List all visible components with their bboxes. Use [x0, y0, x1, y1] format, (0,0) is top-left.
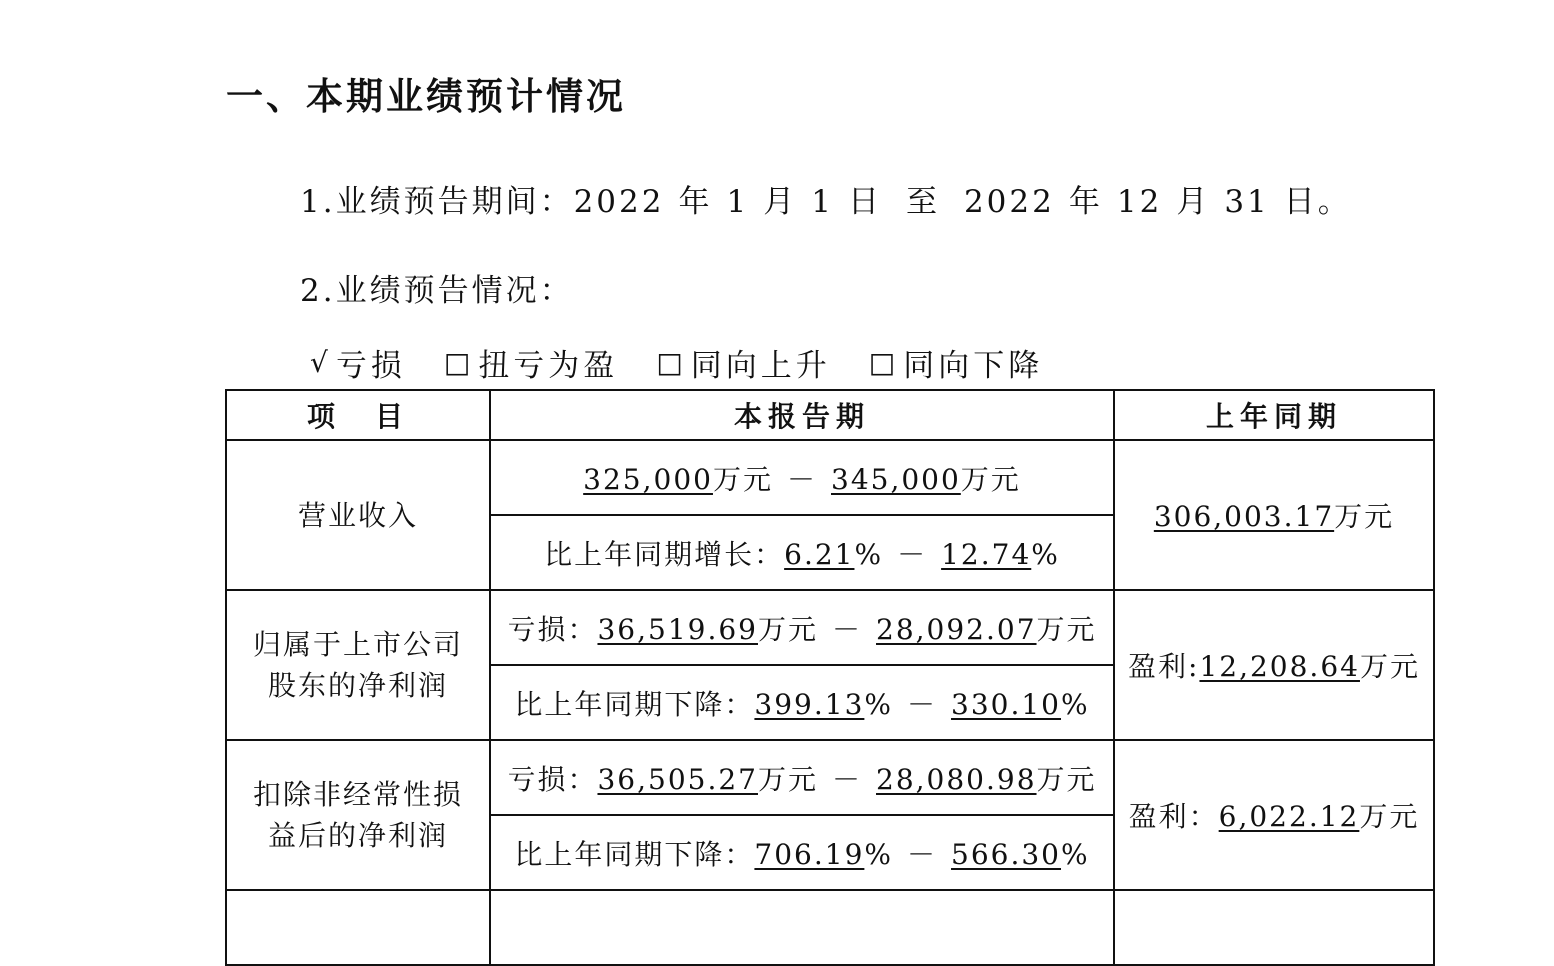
period-label: 1.业绩预告期间： — [300, 184, 574, 220]
month-char: 月 — [1176, 184, 1211, 220]
month-char: 月 — [763, 184, 798, 220]
item-line: 扣除非经常性损 — [252, 778, 463, 811]
table-row — [226, 740, 1434, 815]
end-punct: 。 — [1317, 184, 1352, 220]
current-prefix: 亏损： — [507, 612, 598, 646]
period-end-year: 2022 — [963, 184, 1055, 220]
header-item: 项 目 — [226, 390, 490, 440]
current-high: 345,000 — [831, 462, 961, 496]
current-range — [490, 740, 1114, 815]
period-start-day: 1 — [811, 184, 834, 220]
percent: % — [1061, 687, 1090, 721]
option-label: 同向下降 — [903, 348, 1044, 384]
checkmark-icon: √ — [310, 346, 328, 379]
percent: % — [854, 537, 884, 571]
prior-value: 6,022.12 — [1218, 800, 1360, 833]
period-end-month: 12 — [1116, 184, 1163, 220]
current-high: 28,092.07 — [876, 612, 1037, 646]
item-line: 归属于上市公司 — [252, 628, 463, 661]
current-range — [490, 890, 1114, 965]
prior-prefix: 盈利: — [1128, 650, 1200, 683]
dash: － — [907, 837, 938, 871]
option-turnaround[interactable] — [444, 340, 618, 385]
header-prior-period: 上年同期 — [1114, 390, 1434, 440]
item-line: 股东的净利润 — [267, 669, 448, 702]
prior-value: 12,208.64 — [1199, 650, 1360, 683]
unit: 万元 — [757, 762, 818, 796]
row-item-adjusted-net-profit — [226, 740, 490, 890]
unit: 万元 — [1036, 762, 1097, 796]
situation-label: 2.业绩预告情况： — [300, 273, 574, 309]
change-range — [490, 515, 1114, 590]
prior-value-cell — [1114, 590, 1434, 740]
table-row — [226, 440, 1434, 515]
forecast-period — [300, 176, 1352, 221]
change-low: 706.19 — [754, 837, 865, 871]
percent: % — [1061, 837, 1090, 871]
option-label: 扭亏为盈 — [478, 348, 619, 384]
unit: 万元 — [960, 462, 1021, 496]
change-high: 12.74 — [941, 537, 1032, 571]
unit: 万元 — [1359, 800, 1420, 833]
dash: － — [832, 612, 863, 646]
dash: － — [907, 687, 938, 721]
change-low: 399.13 — [754, 687, 865, 721]
period-to: 至 — [905, 184, 940, 220]
row-item-revenue: 营业收入 — [226, 440, 490, 590]
change-low: 6.21 — [784, 537, 855, 571]
unit: 万元 — [1036, 612, 1097, 646]
option-label: 同向上升 — [690, 348, 831, 384]
item-line: 益后的净利润 — [267, 819, 448, 852]
current-high: 28,080.98 — [876, 762, 1037, 796]
header-current-period: 本报告期 — [490, 390, 1114, 440]
dash: － — [786, 462, 817, 496]
table-row — [226, 590, 1434, 665]
period-start-year: 2022 — [573, 184, 665, 220]
unit: 万元 — [1359, 650, 1420, 683]
current-low: 36,519.69 — [597, 612, 758, 646]
table-header-row — [226, 390, 1434, 440]
percent: % — [1031, 537, 1060, 571]
change-high: 566.30 — [951, 837, 1061, 871]
unit: 万元 — [712, 462, 773, 496]
current-range — [490, 590, 1114, 665]
dash: － — [832, 762, 863, 796]
option-loss[interactable] — [310, 340, 406, 385]
current-range — [490, 440, 1114, 515]
row-item-net-profit — [226, 590, 490, 740]
current-low: 325,000 — [583, 462, 713, 496]
year-char: 年 — [678, 184, 713, 220]
forecast-table — [225, 389, 1435, 966]
unit: 万元 — [757, 612, 818, 646]
change-label: 比上年同期增长： — [544, 537, 785, 571]
prior-prefix: 盈利： — [1128, 800, 1219, 833]
change-label: 比上年同期下降： — [514, 687, 755, 721]
period-start-month: 1 — [726, 184, 750, 220]
day-char: 日 — [1283, 184, 1318, 220]
current-prefix: 亏损： — [507, 762, 598, 796]
year-char: 年 — [1068, 184, 1103, 220]
prior-value: 306,003.17 — [1153, 500, 1335, 533]
forecast-type-options — [310, 340, 1043, 385]
change-range — [490, 665, 1114, 740]
change-label: 比上年同期下降： — [514, 837, 755, 871]
change-range — [490, 815, 1114, 890]
checkbox-icon: □ — [443, 346, 471, 379]
table-row — [226, 890, 1434, 965]
unit: 万元 — [1334, 500, 1395, 533]
option-label: 亏损 — [335, 348, 406, 384]
dash: － — [897, 537, 928, 571]
prior-value-cell — [1114, 890, 1434, 965]
checkbox-icon: □ — [656, 346, 683, 379]
percent: % — [864, 687, 893, 721]
row-item — [226, 890, 490, 965]
percent: % — [864, 837, 893, 871]
option-increase[interactable] — [656, 340, 830, 385]
option-decrease[interactable] — [869, 340, 1043, 385]
current-low: 36,505.27 — [597, 762, 758, 796]
prior-value-cell — [1114, 740, 1434, 890]
section-heading: 一、本期业绩预计情况 — [226, 75, 626, 118]
period-end-day: 31 — [1224, 184, 1270, 220]
change-high: 330.10 — [951, 687, 1061, 721]
prior-value-cell — [1114, 440, 1434, 590]
checkbox-icon: □ — [868, 346, 896, 379]
day-char: 日 — [847, 184, 882, 220]
